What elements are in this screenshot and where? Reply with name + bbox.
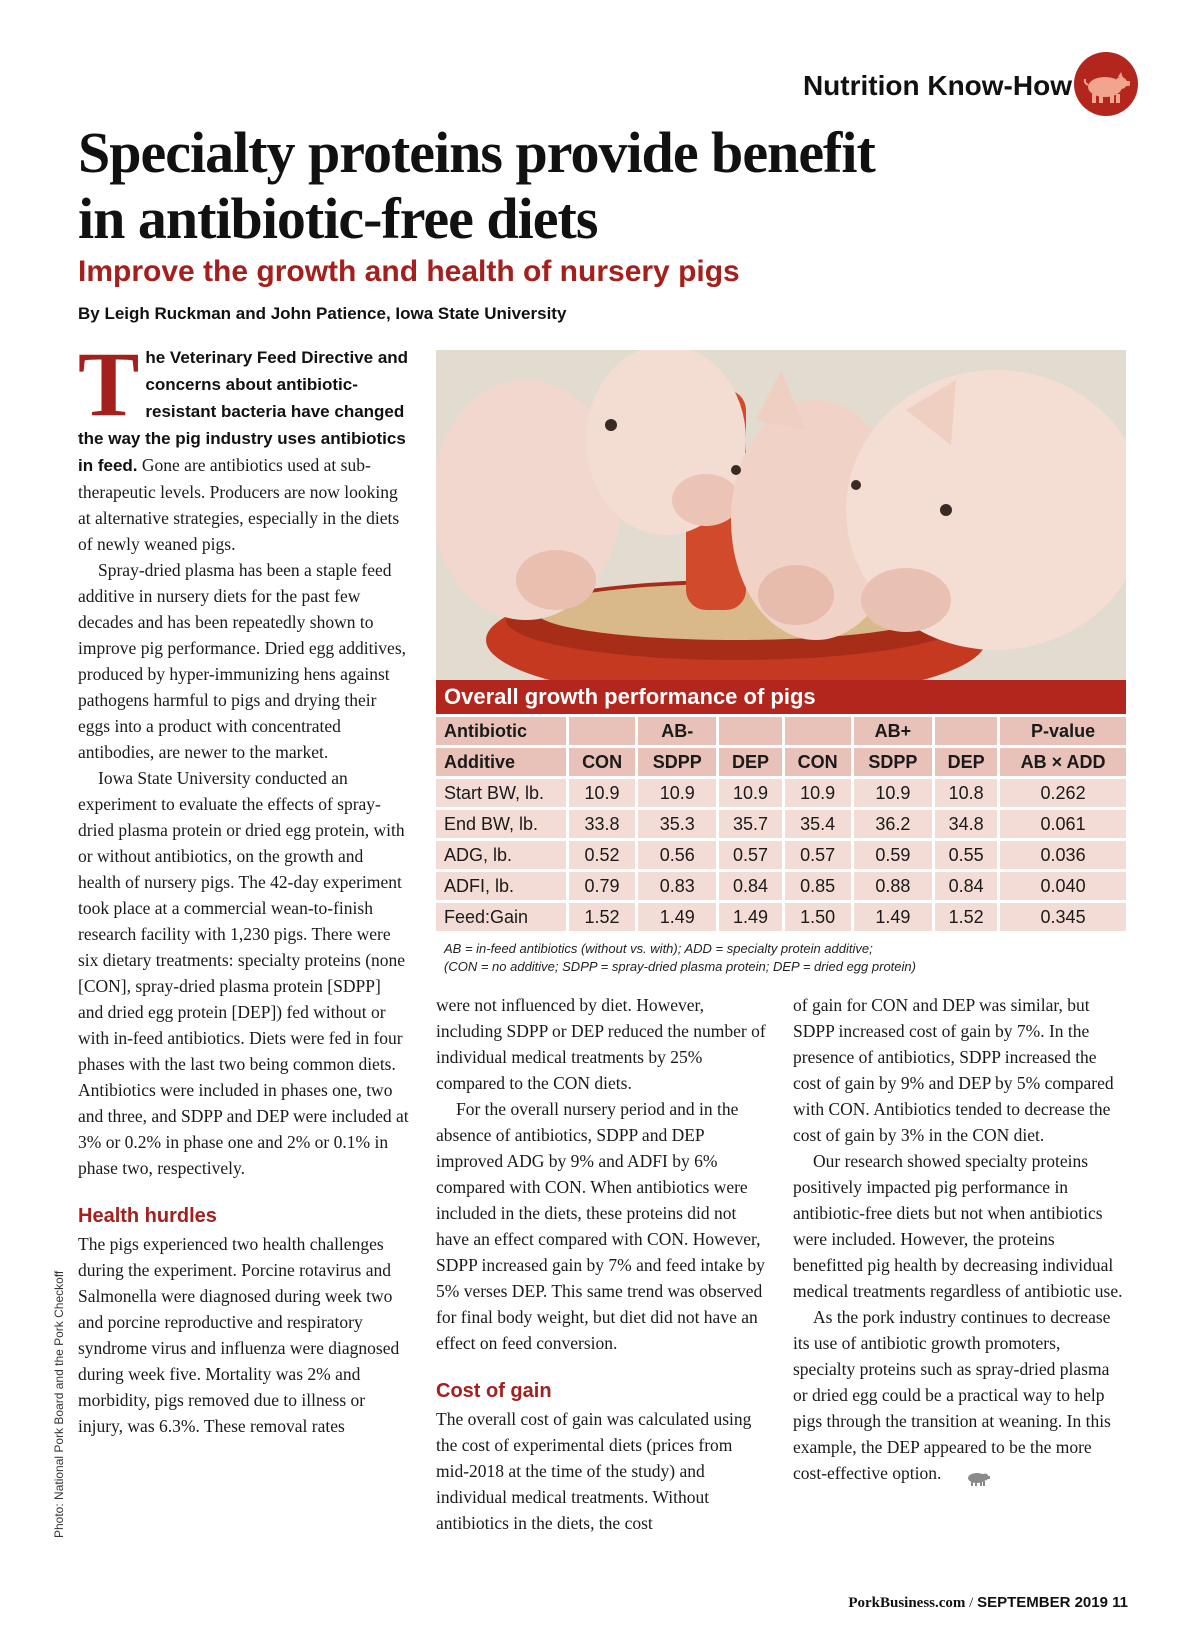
table-cell: 0.79 bbox=[569, 872, 638, 900]
table-header-cell: Antibiotic bbox=[436, 717, 569, 745]
table-row bbox=[436, 872, 1126, 900]
table-cell: 33.8 bbox=[569, 810, 638, 838]
table-footnote-line-2: (CON = no additive; SDPP = spray-dried plasma protein; DEP = dried egg protein) bbox=[444, 959, 916, 974]
table-header-cell: CON bbox=[785, 748, 854, 776]
table-cell: 34.8 bbox=[935, 810, 1000, 838]
paragraph-4: The pigs experienced two health challenges during the experiment. Porcine rotavirus and Salmonella were diagnosed during week two and porcine reproductive and respiratory syndrome virus and influenza were diagnosed during week five. Mortality was 2% and morbidity, pigs removed due to illness or injury, was 6.3%. These removal rates bbox=[78, 1234, 400, 1436]
table-cell: 0.55 bbox=[935, 841, 1000, 869]
table-cell: 1.49 bbox=[638, 903, 719, 931]
table-cell: 1.49 bbox=[719, 903, 784, 931]
headline-line-2: in antibiotic-free diets bbox=[78, 186, 598, 251]
table-cell: 0.040 bbox=[1000, 872, 1126, 900]
subhead-cost-of-gain: Cost of gain bbox=[436, 1380, 552, 1402]
table-cell: ADG, lb. bbox=[436, 841, 569, 869]
table-header-row-1 bbox=[436, 717, 1126, 745]
paragraph-3: Iowa State University conducted an experiment to evaluate the effects of spray-dried plasma protein or dried egg protein, with or without antibiotics, on the growth and health of nursery pigs. The 42-day experiment took place at a commercial wean-to-finish research facility with 1,230 pigs. There were six dietary treatments: specialty proteins (none [CON], spray-dried plasma protein [SDPP] and dried egg protein [DEP]) fed without or with in-feed antibiotics. Diets were fed in four phases with the last two being common diets. Antibiotics were included in phases one, two and three, and SDPP and DEP were included at 3% or 0.2% in phase one and 2% or 0.1% in phase two, respectively. bbox=[78, 768, 409, 1178]
table-row bbox=[436, 903, 1126, 931]
paragraph-1: Gone are antibiotics used at sub-therapeutic levels. Producers are now looking at alternative strategies, especially in the diets of newly weaned pigs. bbox=[78, 455, 400, 554]
table-cell: 0.83 bbox=[638, 872, 719, 900]
table-cell: 10.9 bbox=[638, 779, 719, 807]
paragraph-10: As the pork industry continues to decrease its use of antibiotic growth promoters, specialty proteins such as spray-dried plasma or dried egg could be a practical way to help pigs through the transition at weaning. In this example, the DEP appeared to be the more cost-effective option. bbox=[793, 1307, 1111, 1483]
pigs-eating-photo bbox=[436, 350, 1126, 680]
table-cell: 35.4 bbox=[785, 810, 854, 838]
headline bbox=[78, 120, 1138, 252]
table-header-cell bbox=[935, 717, 1000, 745]
table-cell: 1.49 bbox=[854, 903, 935, 931]
table-header-cell: DEP bbox=[935, 748, 1000, 776]
table-cell: 0.59 bbox=[854, 841, 935, 869]
table-cell: 0.85 bbox=[785, 872, 854, 900]
table-header-cell: CON bbox=[569, 748, 638, 776]
article-column-1 bbox=[78, 333, 410, 1439]
table-cell: 10.9 bbox=[569, 779, 638, 807]
table-cell: End BW, lb. bbox=[436, 810, 569, 838]
table-cell: 35.3 bbox=[638, 810, 719, 838]
subhead-health-hurdles: Health hurdles bbox=[78, 1205, 217, 1227]
paragraph-8: of gain for CON and DEP was similar, but SDPP increased cost of gain by 7%. In the presence of antibiotics, SDPP increased the cost of gain by 9% and DEP by 5% compared with CON. Antibiotics tended to decrease the cost of gain by 3% in the CON diet. bbox=[793, 995, 1114, 1145]
paragraph-7: The overall cost of gain was calculated using the cost of experimental diets (prices from mid-2018 at the time of the study) and individual medical treatments. Without antibiotics in the diets, the cost bbox=[436, 1409, 752, 1533]
article-column-3 bbox=[793, 992, 1125, 1486]
photo-credit: Photo: National Pork Board and the Pork Checkoff bbox=[52, 1270, 66, 1538]
table-header-cell bbox=[785, 717, 854, 745]
table-cell: 0.345 bbox=[1000, 903, 1126, 931]
growth-performance-table bbox=[436, 680, 1126, 976]
table-cell: 0.88 bbox=[854, 872, 935, 900]
table-header-row-2 bbox=[436, 748, 1126, 776]
table-row bbox=[436, 841, 1126, 869]
table-footnote-line-1: AB = in-feed antibiotics (without vs. with); ADD = specialty protein additive; bbox=[444, 941, 873, 956]
drop-cap: T bbox=[78, 333, 140, 435]
table-cell: 0.262 bbox=[1000, 779, 1126, 807]
section-label: Nutrition Know-How bbox=[802, 70, 1072, 101]
table-cell: 0.84 bbox=[935, 872, 1000, 900]
table-title: Overall growth performance of pigs bbox=[436, 680, 1126, 714]
article-column-2 bbox=[436, 992, 768, 1536]
table-cell: 0.52 bbox=[569, 841, 638, 869]
paragraph-2: Spray-dried plasma has been a staple feed additive in nursery diets for the past few decades and has been repeatedly shown to improve pig performance. Dried egg additives, produced by hyper-immunizing hens against pathogens harmful to pigs and drying their eggs into a product with concentrated antibodies, are newer to the market. bbox=[78, 560, 407, 762]
table-header-cell: SDPP bbox=[854, 748, 935, 776]
table-header-cell: P-value bbox=[1000, 717, 1126, 745]
table-header-cell: AB+ bbox=[854, 717, 935, 745]
footer-site-link[interactable]: PorkBusiness.com bbox=[848, 1595, 966, 1611]
table-header-cell: AB × ADD bbox=[1000, 748, 1126, 776]
table-cell: 35.7 bbox=[719, 810, 784, 838]
table-cell: 0.061 bbox=[1000, 810, 1126, 838]
table-header-cell: DEP bbox=[719, 748, 784, 776]
table-cell: 0.57 bbox=[719, 841, 784, 869]
table-footnote bbox=[436, 940, 1126, 976]
headline-line-1: Specialty proteins provide benefit bbox=[78, 120, 875, 185]
byline: By Leigh Ruckman and John Patience, Iowa State University bbox=[78, 304, 567, 323]
table-cell: 10.9 bbox=[785, 779, 854, 807]
paragraph-6: For the overall nursery period and in the absence of antibiotics, SDPP and DEP improved ADG by 9% and ADFI by 6% compared with CON. When antibiotics were included in the diets, these proteins did not have an effect compared with CON. However, SDPP increased gain by 7% and feed intake by 5% verses DEP. This same trend was observed for final body weight, but diet did not have an effect on feed conversion. bbox=[436, 1099, 765, 1353]
table-cell: 10.9 bbox=[854, 779, 935, 807]
table-cell: 10.9 bbox=[719, 779, 784, 807]
table-cell: 1.52 bbox=[569, 903, 638, 931]
table-cell: 36.2 bbox=[854, 810, 935, 838]
table-header-cell: Additive bbox=[436, 748, 569, 776]
pig-silhouette-icon bbox=[945, 1467, 971, 1483]
footer-separator: / bbox=[965, 1595, 978, 1611]
table-cell: 0.57 bbox=[785, 841, 854, 869]
table-cell: 0.036 bbox=[1000, 841, 1126, 869]
table-row bbox=[436, 779, 1126, 807]
table-cell: Start BW, lb. bbox=[436, 779, 569, 807]
table-header-cell bbox=[569, 717, 638, 745]
table-header-cell bbox=[719, 717, 784, 745]
table-cell: 0.56 bbox=[638, 841, 719, 869]
page-footer bbox=[848, 1594, 1128, 1612]
footer-issue-page: SEPTEMBER 2019 11 bbox=[977, 1594, 1128, 1611]
table-cell: ADFI, lb. bbox=[436, 872, 569, 900]
table-header-cell: SDPP bbox=[638, 748, 719, 776]
table-cell: 1.50 bbox=[785, 903, 854, 931]
table-header-cell: AB- bbox=[638, 717, 719, 745]
table-cell: 1.52 bbox=[935, 903, 1000, 931]
lead-paragraph: he Veterinary Feed Directive and concerns about antibiotic-resistant bacteria have changed the way the pig industry uses antibiotics in feed. bbox=[78, 348, 409, 475]
paragraph-5: were not influenced by diet. However, including SDPP or DEP reduced the number of individual medical treatments by 25% compared to the CON diets. bbox=[436, 995, 766, 1093]
table-cell: 0.84 bbox=[719, 872, 784, 900]
pig-icon bbox=[1074, 52, 1138, 116]
table-row bbox=[436, 810, 1126, 838]
table-cell: 10.8 bbox=[935, 779, 1000, 807]
table-cell: Feed:Gain bbox=[436, 903, 569, 931]
paragraph-9: Our research showed specialty proteins positively impacted pig performance in antibiotic-free diets but not when antibiotics were included. However, the proteins benefitted pig health by decreasing individual medical treatments regardless of antibiotic use. bbox=[793, 1151, 1123, 1301]
subheadline: Improve the growth and health of nursery pigs bbox=[78, 255, 740, 288]
